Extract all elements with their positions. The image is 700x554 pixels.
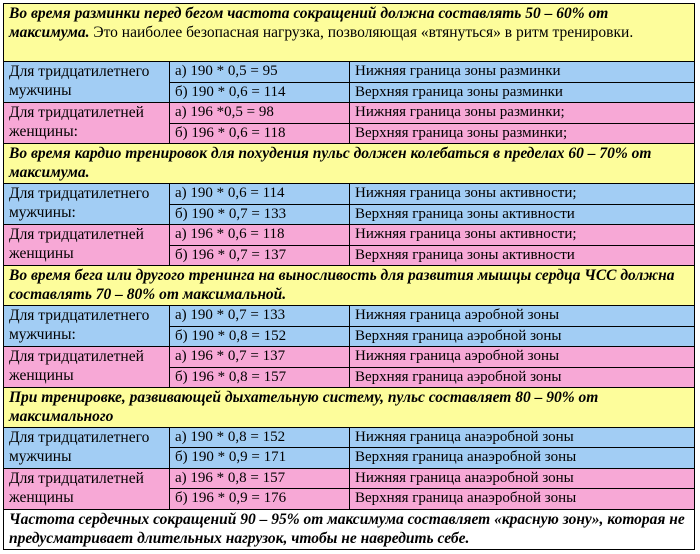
calc-cell: б) 196 * 0,7 = 137: [170, 245, 350, 265]
table-row: [4, 428, 695, 448]
calc-cell: б) 196 * 0,8 = 157: [170, 367, 350, 387]
section-intro-row: [4, 144, 695, 184]
group-label-woman: Для тридцатилетней женщины: [4, 468, 170, 509]
section-intro-row: [4, 4, 695, 62]
section-intro-row: [4, 388, 695, 428]
footer-note: [4, 509, 695, 549]
desc-cell: Верхняя граница зоны разминки;: [350, 123, 695, 143]
group-label-woman: Для тридцатилетней женщины:: [4, 103, 170, 144]
desc-cell: Нижняя граница зоны разминки: [350, 62, 695, 82]
calc-cell: б) 190 * 0,7 = 133: [170, 204, 350, 224]
intro-emphasis: Во время бега или другого тренинга на выносливость для развития мышцы сердца ЧСС должна составлять 70 – 80% от максимальной.: [9, 267, 675, 304]
calc-cell: а) 196 * 0,7 = 137: [170, 347, 350, 367]
desc-cell: Верхняя граница аэробной зоны: [350, 326, 695, 346]
table-row: [4, 62, 695, 82]
desc-cell: Нижняя граница зоны разминки;: [350, 103, 695, 123]
heart-rate-zones-document: [3, 3, 695, 550]
table-row: [4, 184, 695, 204]
table-row: [4, 225, 695, 245]
desc-cell: Нижняя граница аэробной зоны: [350, 347, 695, 367]
section-intro: [4, 144, 695, 184]
table-row: [4, 347, 695, 367]
calc-cell: а) 190 * 0,5 = 95: [170, 62, 350, 82]
calc-cell: а) 190 * 0,6 = 114: [170, 184, 350, 204]
intro-emphasis: Во время разминки перед бегом частота сокращений должна составлять 50 – 60% от максимума.: [9, 5, 609, 41]
desc-cell: Нижняя граница зоны активности;: [350, 184, 695, 204]
desc-cell: Верхняя граница аэробной зоны: [350, 367, 695, 387]
desc-cell: Верхняя граница зоны активности: [350, 204, 695, 224]
intro-plain: Это наиболее безопасная нагрузка, позволяющая «втянуться» в ритм тренировки.: [89, 24, 634, 41]
section-intro-row: [4, 266, 695, 306]
intro-emphasis: Во время кардио тренировок для похудения пульс должен колебаться в пределах 60 – 70% от максимума.: [9, 145, 652, 182]
calc-cell: а) 196 * 0,8 = 157: [170, 468, 350, 488]
section-intro: [4, 388, 695, 428]
table-row: [4, 306, 695, 326]
calc-cell: а) 196 * 0,6 = 118: [170, 225, 350, 245]
desc-cell: Верхняя граница зоны разминки: [350, 82, 695, 102]
group-label-man: Для тридцатилетнего мужчины:: [4, 184, 170, 225]
section-intro: [4, 4, 695, 62]
desc-cell: Нижняя граница анаэробной зоны: [350, 468, 695, 488]
calc-cell: а) 196 *0,5 = 98: [170, 103, 350, 123]
desc-cell: Нижняя граница зоны активности;: [350, 225, 695, 245]
group-label-man: Для тридцатилетнего мужчины: [4, 62, 170, 103]
calc-cell: б) 196 * 0,6 = 118: [170, 123, 350, 143]
group-label-woman: Для тридцатилетней женщины: [4, 347, 170, 388]
intro-emphasis: При тренировке, развивающей дыхательную систему, пульс составляет 80 – 90% от максимального: [9, 389, 599, 426]
group-label-man: Для тридцатилетнего мужчины:: [4, 306, 170, 347]
calc-cell: а) 190 * 0,8 = 152: [170, 428, 350, 448]
section-intro: [4, 266, 695, 306]
calc-cell: а) 190 * 0,7 = 133: [170, 306, 350, 326]
desc-cell: Верхняя граница анаэробной зоны: [350, 489, 695, 509]
table-row: [4, 468, 695, 488]
desc-cell: Верхняя граница зоны активности: [350, 245, 695, 265]
footer-row: [4, 509, 695, 549]
heart-rate-zones-table: [3, 3, 695, 550]
calc-cell: б) 190 * 0,6 = 114: [170, 82, 350, 102]
desc-cell: Верхняя граница анаэробной зоны: [350, 448, 695, 468]
calc-cell: б) 190 * 0,9 = 171: [170, 448, 350, 468]
table-row: [4, 103, 695, 123]
group-label-woman: Для тридцатилетней женщины: [4, 225, 170, 266]
desc-cell: Нижняя граница анаэробной зоны: [350, 428, 695, 448]
desc-cell: Нижняя граница аэробной зоны: [350, 306, 695, 326]
calc-cell: б) 196 * 0,9 = 176: [170, 489, 350, 509]
calc-cell: б) 190 * 0,8 = 152: [170, 326, 350, 346]
footer-text: Частота сердечных сокращений 90 – 95% от максимума составляет «красную зону», которая не предусматривает длительных нагрузок, чтобы не навредить себе.: [9, 510, 685, 547]
group-label-man: Для тридцатилетнего мужчины: [4, 428, 170, 469]
